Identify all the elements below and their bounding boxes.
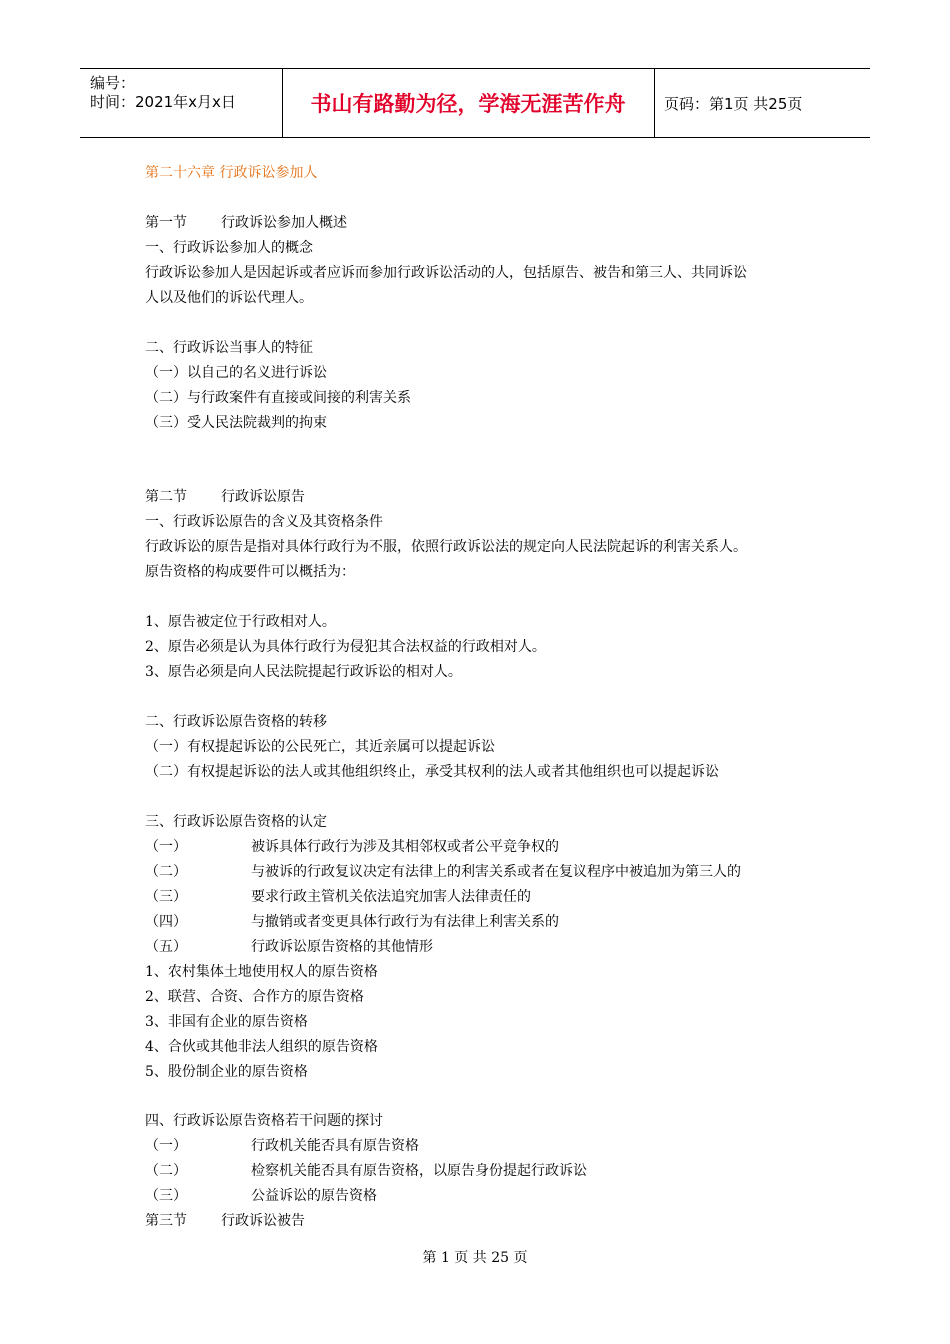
list-item: 4、合伙或其他非法人组织的原告资格 xyxy=(145,1039,378,1055)
subsection-heading: 一、行政诉讼原告的含义及其资格条件 xyxy=(145,514,383,530)
list-marker: （二） xyxy=(145,1163,187,1179)
list-item: （二）与行政案件有直接或间接的利害关系 xyxy=(145,390,411,406)
list-item xyxy=(145,836,559,856)
time-label: 时间：2021年x月x日 xyxy=(90,93,236,111)
list-item: （一）有权提起诉讼的公民死亡，其近亲属可以提起诉讼 xyxy=(145,739,495,755)
subsection-heading: 三、行政诉讼原告资格的认定 xyxy=(145,814,327,830)
subsection-heading: 一、行政诉讼参加人的概念 xyxy=(145,240,313,256)
section-heading xyxy=(145,486,305,506)
page-footer: 第 1 页 共 25 页 xyxy=(422,1250,528,1266)
list-marker: （三） xyxy=(145,1188,187,1204)
list-marker: （一） xyxy=(145,839,187,855)
paragraph-line: 行政诉讼参加人是因起诉或者应诉而参加行政诉讼活动的人，包括原告、被告和第三人、共同诉讼 xyxy=(145,265,747,281)
section-number: 第三节 xyxy=(145,1213,187,1229)
list-text: 与被诉的行政复议决定有法律上的利害关系或者在复议程序中被追加为第三人的 xyxy=(251,864,741,880)
paragraph-line: 行政诉讼的原告是指对具体行政行为不服，依照行政诉讼法的规定向人民法院起诉的利害关系人。 xyxy=(145,539,747,555)
list-marker: （一） xyxy=(145,1138,187,1154)
list-item xyxy=(145,1185,377,1205)
list-item xyxy=(145,886,531,906)
list-text: 行政诉讼原告资格的其他情形 xyxy=(251,939,433,955)
list-item xyxy=(145,911,559,931)
header-page-info: 页码：第1页 共25页 xyxy=(664,95,803,113)
subsection-heading: 二、行政诉讼当事人的特征 xyxy=(145,340,313,356)
list-item: 3、原告必须是向人民法院提起行政诉讼的相对人。 xyxy=(145,664,462,680)
list-item xyxy=(145,1160,587,1180)
list-text: 要求行政主管机关依法追究加害人法律责任的 xyxy=(251,889,531,905)
list-marker: （三） xyxy=(145,889,187,905)
list-item xyxy=(145,861,741,881)
section-title: 行政诉讼参加人概述 xyxy=(221,215,347,231)
list-item: （二）有权提起诉讼的法人或其他组织终止，承受其权利的法人或者其他组织也可以提起诉讼 xyxy=(145,764,719,780)
list-item xyxy=(145,936,433,956)
list-item xyxy=(145,1135,419,1155)
section-number: 第二节 xyxy=(145,489,187,505)
list-item: 3、非国有企业的原告资格 xyxy=(145,1014,308,1030)
paragraph-line: 人以及他们的诉讼代理人。 xyxy=(145,290,313,306)
header-motto: 书山有路勤为径，学海无涯苦作舟 xyxy=(282,69,655,137)
section-title: 行政诉讼被告 xyxy=(221,1213,305,1229)
list-item: （一）以自己的名义进行诉讼 xyxy=(145,365,327,381)
section-title: 行政诉讼原告 xyxy=(221,489,305,505)
list-item: 2、联营、合资、合作方的原告资格 xyxy=(145,989,364,1005)
header-meta-cell xyxy=(80,69,283,137)
section-number: 第一节 xyxy=(145,215,187,231)
section-heading xyxy=(145,1210,305,1230)
list-text: 检察机关能否具有原告资格，以原告身份提起行政诉讼 xyxy=(251,1163,587,1179)
list-item: （三）受人民法院裁判的拘束 xyxy=(145,415,327,431)
list-item: 1、农村集体土地使用权人的原告资格 xyxy=(145,964,378,980)
list-marker: （四） xyxy=(145,914,187,930)
subsection-heading: 四、行政诉讼原告资格若干问题的探讨 xyxy=(145,1113,383,1129)
paragraph-line: 原告资格的构成要件可以概括为： xyxy=(145,564,355,580)
list-item: 2、原告必须是认为具体行政行为侵犯其合法权益的行政相对人。 xyxy=(145,639,546,655)
list-text: 公益诉讼的原告资格 xyxy=(251,1188,377,1204)
subsection-heading: 二、行政诉讼原告资格的转移 xyxy=(145,714,327,730)
list-item: 1、原告被定位于行政相对人。 xyxy=(145,614,336,630)
list-marker: （五） xyxy=(145,939,187,955)
document-header xyxy=(80,68,870,138)
section-heading xyxy=(145,212,347,232)
chapter-title: 第二十六章 行政诉讼参加人 xyxy=(145,165,318,181)
list-text: 行政机关能否具有原告资格 xyxy=(251,1138,419,1154)
list-text: 与撤销或者变更具体行政行为有法律上利害关系的 xyxy=(251,914,559,930)
list-marker: （二） xyxy=(145,864,187,880)
list-item: 5、股份制企业的原告资格 xyxy=(145,1064,308,1080)
list-text: 被诉具体行政行为涉及其相邻权或者公平竞争权的 xyxy=(251,839,559,855)
number-label: 编号： xyxy=(90,74,136,92)
